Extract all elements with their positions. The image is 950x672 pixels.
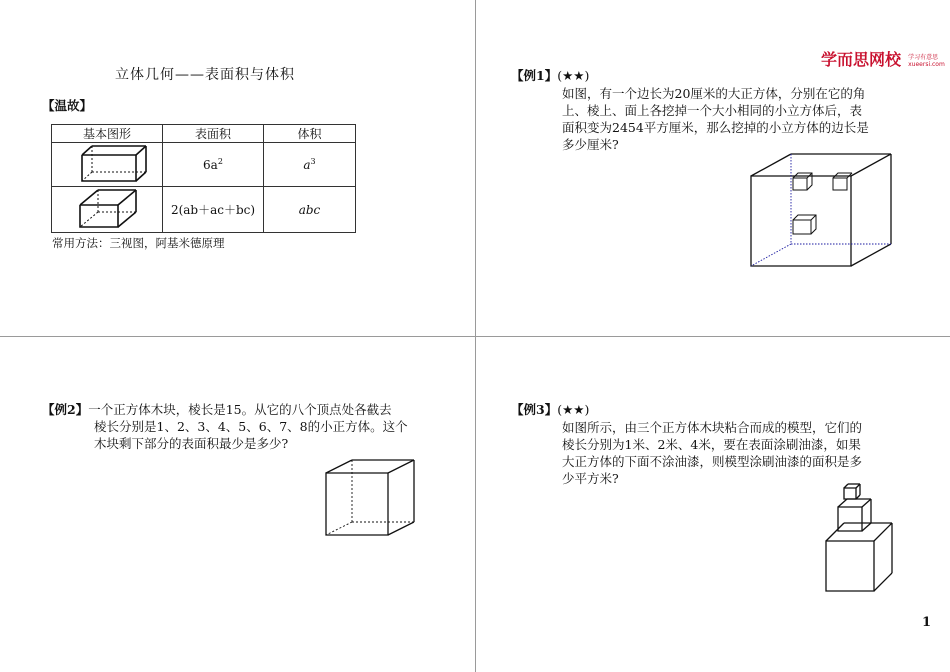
example1-line: 上、棱上、面上各挖掉一个大小相同的小立方体后，表 bbox=[562, 103, 863, 118]
cube-figure-icon bbox=[52, 143, 162, 183]
cube-figure-cell bbox=[52, 143, 163, 187]
example3-heading bbox=[511, 400, 589, 418]
example2-label: 【例2】 bbox=[42, 402, 89, 417]
example3-line: 如图所示，由三个正方体木块粘合而成的模型，它们的 bbox=[562, 420, 863, 435]
review-panel bbox=[0, 0, 475, 336]
example3-stars: (★★) bbox=[557, 402, 590, 417]
example2-line: 木块剩下部分的表面积最少是多少? bbox=[94, 436, 289, 451]
example2-body bbox=[42, 401, 462, 452]
logo-slogan: 学习有意思 bbox=[908, 53, 939, 61]
example1-heading bbox=[511, 66, 589, 84]
cube-surface-formula: $6a^2$ bbox=[163, 143, 264, 187]
header-volume: 体积 bbox=[264, 125, 356, 143]
review-section-label: 【温故】 bbox=[42, 98, 93, 113]
logo-url: xueersi.com bbox=[908, 60, 945, 68]
example3-line: 棱长分别为1米、2米、4米，要在表面涂刷油漆，如果 bbox=[562, 437, 861, 452]
example1-body bbox=[562, 85, 942, 153]
example2-line: 棱长分别是1、2、3、4、5、6、7、8的小正方体。这个 bbox=[94, 419, 408, 434]
formula-table bbox=[51, 124, 356, 233]
cuboid-figure-cell bbox=[52, 187, 163, 233]
example2-line: 一个正方体木块，棱长是15。从它的八个顶点处各截去 bbox=[88, 402, 392, 417]
brand-logo bbox=[821, 47, 945, 70]
page-number: 1 bbox=[922, 615, 932, 630]
common-methods: 常用方法：三视图，阿基米德原理 bbox=[52, 236, 225, 250]
cuboid-surface-formula: 2(ab＋ac＋bc) bbox=[163, 187, 264, 233]
example2-cube-diagram bbox=[322, 457, 422, 539]
example1-line: 面积变为2454平方厘米，那么挖掉的小立方体的边长是 bbox=[562, 120, 869, 135]
cube-volume-formula: $a^3$ bbox=[264, 143, 356, 187]
example1-line: 多少厘米? bbox=[562, 137, 619, 152]
example3-line: 少平方米? bbox=[562, 471, 619, 486]
example1-cube-diagram bbox=[746, 150, 896, 270]
example3-line: 大正方体的下面不涂油漆，则模型涂刷油漆的面积是多 bbox=[562, 454, 863, 469]
header-shape: 基本图形 bbox=[52, 125, 163, 143]
example2-first-line bbox=[42, 401, 462, 418]
cuboid-volume-formula: abc bbox=[264, 187, 356, 233]
example3-panel bbox=[476, 337, 950, 672]
example1-line: 如图，有一个边长为20厘米的大正方体，分别在它的角 bbox=[562, 86, 866, 101]
example1-label: 【例1】 bbox=[511, 68, 558, 83]
header-surface: 表面积 bbox=[163, 125, 264, 143]
example1-stars: (★★) bbox=[557, 68, 590, 83]
page-title: 立体几何——表面积与体积 bbox=[115, 67, 295, 83]
example3-label: 【例3】 bbox=[511, 402, 558, 417]
example3-stacked-cubes-diagram bbox=[824, 482, 904, 594]
example1-panel bbox=[476, 0, 950, 336]
logo-text: 学而思网校 bbox=[821, 50, 902, 69]
example2-panel bbox=[0, 337, 475, 672]
example3-body bbox=[562, 419, 942, 487]
cuboid-figure-icon bbox=[52, 187, 162, 229]
